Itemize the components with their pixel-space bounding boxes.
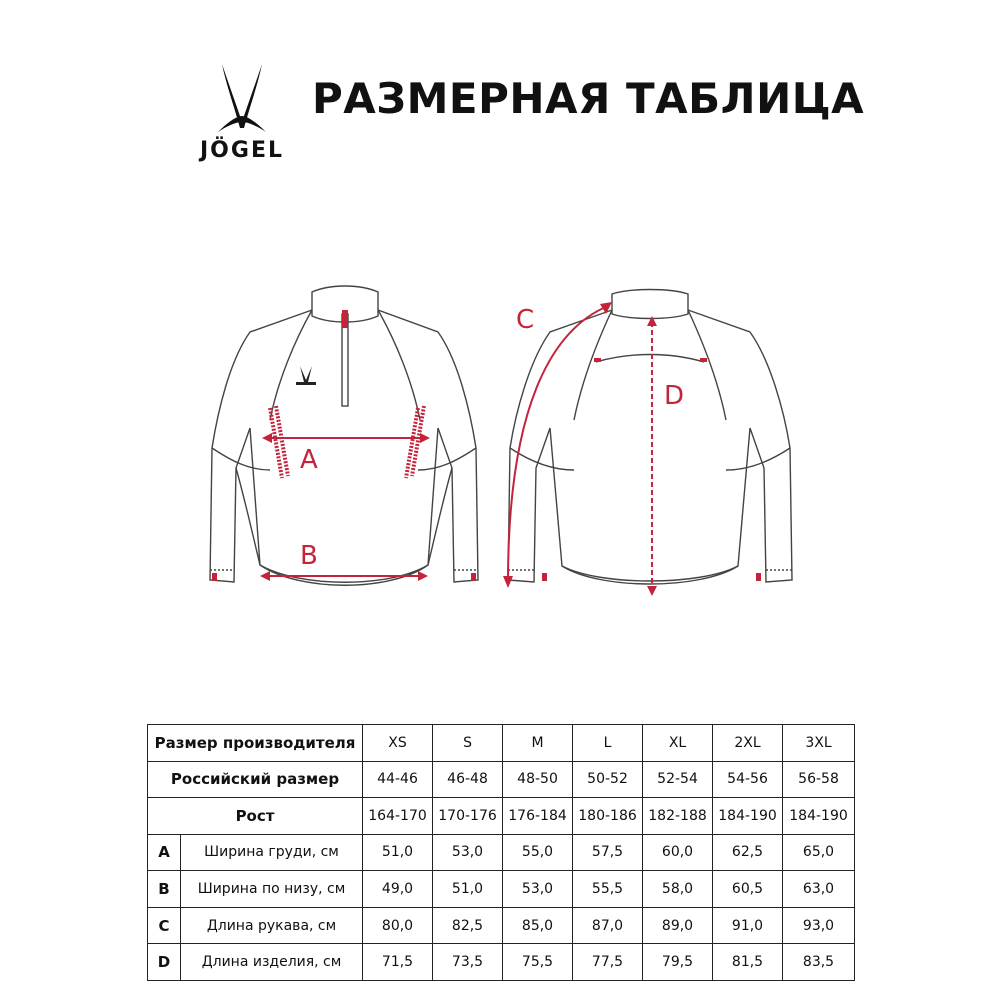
height-cell: 170-176: [433, 798, 503, 835]
russian-size-cell: 48-50: [503, 761, 573, 798]
measure-letter: A: [148, 834, 181, 871]
height-cell: 164-170: [363, 798, 433, 835]
value-cell: 51,0: [433, 871, 503, 908]
measure-letter: D: [148, 944, 181, 981]
size-cell: M: [503, 725, 573, 762]
value-cell: 85,0: [503, 907, 573, 944]
value-cell: 91,0: [713, 907, 783, 944]
value-cell: 53,0: [503, 871, 573, 908]
measure-label: Длина изделия, см: [181, 944, 363, 981]
value-cell: 93,0: [783, 907, 855, 944]
measure-label: Ширина по низу, см: [181, 871, 363, 908]
table-row-garment-length: [148, 944, 855, 981]
measure-c-arrow: [503, 302, 612, 588]
jogel-logo-icon: [214, 62, 270, 134]
value-cell: 58,0: [643, 871, 713, 908]
jacket-back: [508, 290, 792, 585]
value-cell: 51,0: [363, 834, 433, 871]
size-table: [147, 724, 855, 981]
value-cell: 71,5: [363, 944, 433, 981]
value-cell: 80,0: [363, 907, 433, 944]
value-cell: 73,5: [433, 944, 503, 981]
measure-a-arrow: [262, 433, 430, 443]
value-cell: 87,0: [573, 907, 643, 944]
value-cell: 89,0: [643, 907, 713, 944]
value-cell: 60,5: [713, 871, 783, 908]
measure-b-arrow: [260, 571, 428, 581]
size-cell: L: [573, 725, 643, 762]
value-cell: 81,5: [713, 944, 783, 981]
measure-letter: C: [148, 907, 181, 944]
value-cell: 55,5: [573, 871, 643, 908]
measure-a-label: A: [300, 445, 318, 475]
measure-d-label: D: [664, 381, 685, 411]
table-row-hem-width: [148, 871, 855, 908]
table-row-height: [148, 798, 855, 835]
brand-name: JÖGEL: [200, 138, 284, 163]
jacket-measurement-diagram: [190, 270, 810, 610]
value-cell: 63,0: [783, 871, 855, 908]
russian-size-cell: 50-52: [573, 761, 643, 798]
table-row-chest-width: [148, 834, 855, 871]
value-cell: 55,0: [503, 834, 573, 871]
height-header: Рост: [148, 798, 363, 835]
measure-letter: B: [148, 871, 181, 908]
measure-c-label: C: [516, 305, 535, 335]
value-cell: 57,5: [573, 834, 643, 871]
size-cell: 2XL: [713, 725, 783, 762]
value-cell: 65,0: [783, 834, 855, 871]
russian-size-cell: 44-46: [363, 761, 433, 798]
russian-size-cell: 52-54: [643, 761, 713, 798]
measure-d-arrow: [647, 316, 657, 596]
value-cell: 75,5: [503, 944, 573, 981]
table-row-sleeve-length: [148, 907, 855, 944]
russian-size-cell: 54-56: [713, 761, 783, 798]
value-cell: 62,5: [713, 834, 783, 871]
jacket-front: [210, 286, 478, 585]
height-cell: 176-184: [503, 798, 573, 835]
value-cell: 77,5: [573, 944, 643, 981]
russian-size-cell: 46-48: [433, 761, 503, 798]
brand-logo: [190, 62, 294, 162]
size-cell: XS: [363, 725, 433, 762]
table-row-russian-size: [148, 761, 855, 798]
front-chest-logo-icon: [296, 366, 316, 385]
value-cell: 49,0: [363, 871, 433, 908]
russian-size-cell: 56-58: [783, 761, 855, 798]
size-cell: S: [433, 725, 503, 762]
measure-label: Ширина груди, см: [181, 834, 363, 871]
zipper-pull: [342, 310, 348, 328]
height-cell: 182-188: [643, 798, 713, 835]
front-reflective-stripes: [270, 406, 424, 478]
size-cell: XL: [643, 725, 713, 762]
page-title: РАЗМЕРНАЯ ТАБЛИЦА: [312, 74, 865, 123]
measure-b-label: B: [300, 541, 318, 571]
value-cell: 83,5: [783, 944, 855, 981]
measure-label: Длина рукава, см: [181, 907, 363, 944]
value-cell: 82,5: [433, 907, 503, 944]
value-cell: 79,5: [643, 944, 713, 981]
russian-size-header: Российский размер: [148, 761, 363, 798]
height-cell: 184-190: [713, 798, 783, 835]
height-cell: 180-186: [573, 798, 643, 835]
value-cell: 53,0: [433, 834, 503, 871]
table-row-manufacturer-size: [148, 725, 855, 762]
size-cell: 3XL: [783, 725, 855, 762]
manufacturer-size-header: Размер производителя: [148, 725, 363, 762]
height-cell: 184-190: [783, 798, 855, 835]
value-cell: 60,0: [643, 834, 713, 871]
